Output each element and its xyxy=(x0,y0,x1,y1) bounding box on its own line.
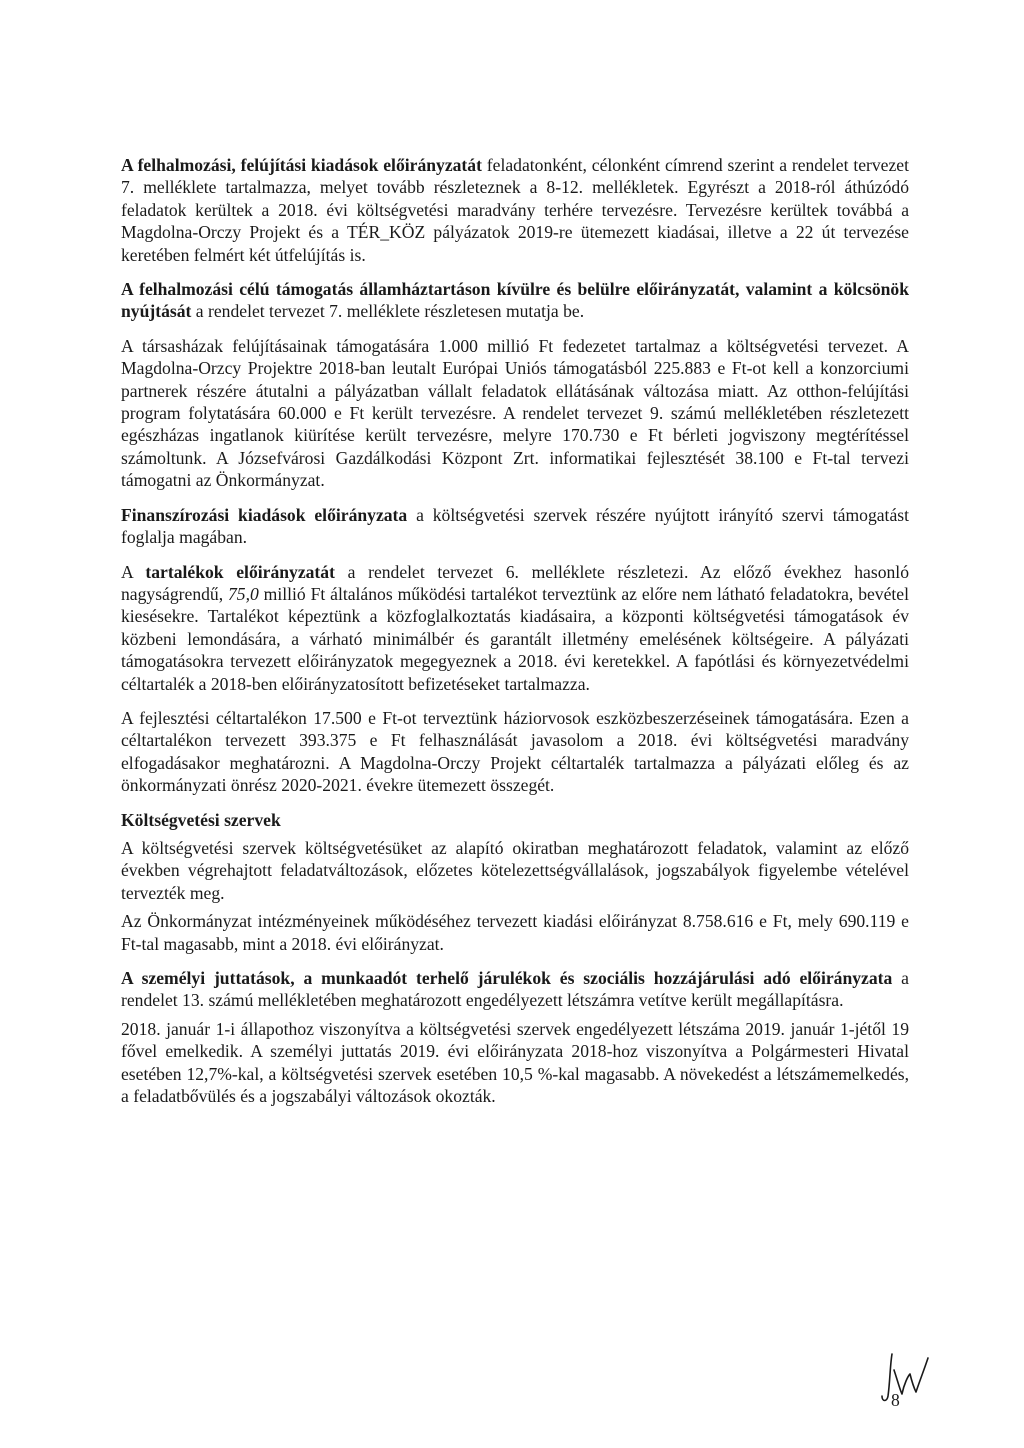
paragraph-intezmenyek-eloiranyzat xyxy=(121,910,909,955)
document-body xyxy=(121,154,909,1107)
paragraph-text: feladatonként, célonként címrend szerint a rendelet tervezet 7. melléklete tartalmazza, melyet tovább részleteznek a 8-12. mellékletek. Egyrészt a 2018-ról áthúzódó feladatok kerültek a 2018. évi költségvetési maradvány terhére tervezésre. Tervezésre kerültek továbbá a Magdolna-Orczy Projekt és a TÉR_KÖZ pályázatok 2019-re ütemezett kiadásai, illetve a 22 út tervezése keretében felmért két útfelújítás is. xyxy=(121,155,909,265)
paragraph-text: 2018. január 1-i állapothoz viszonyítva a költségvetési szervek engedélyezett létszáma 2019. január 1-jétől 19 fővel emelkedik. A személyi juttatás 2019. évi előirányzata 2018-hoz viszonyítva a Polgármesteri Hivatal esetében 12,7%-kal, a költségvetési szervek esetében 10,5 %-kal magasabb. A növekedést a létszámemelkedés, a feladatbővülés és a jogszabályi változások okozták. xyxy=(121,1018,909,1107)
paragraph-text: a költségvetési szervek részére nyújtott irányító szervi támogatást foglalja magában. xyxy=(121,504,909,548)
page-number: 8 xyxy=(891,1390,900,1410)
bold-phrase: A felhalmozási célú támogatás államháztartáson kívülre és belülre előirányzatát, valamint a kölcsönök nyújtását xyxy=(121,279,909,322)
paragraph-text: a rendelet 13. számú mellékletében meghatározott engedélyezett létszámra vetítve került megállapításra. xyxy=(121,968,909,1011)
handwritten-signature xyxy=(870,1352,930,1404)
paragraph-text: a rendelet tervezet 6. melléklete részletezi. Az előző évekhez hasonló nagyságrendű, xyxy=(121,561,909,604)
italic-value: 75,0 xyxy=(228,583,259,604)
bold-phrase: A felhalmozási, felújítási kiadások előirányzatát xyxy=(121,155,482,175)
bold-phrase: A személyi juttatások, a munkaadót terhelő járulékok és szociális hozzájárulási adó előirányzata xyxy=(121,968,893,988)
paragraph-text: A fejlesztési céltartalékon 17.500 e Ft-ot terveztünk háziorvosok eszközbeszerzéseinek támogatására. Ezen a céltartalékon tervezett 393.375 e Ft felhasználását javasolom a 2018. évi költségvetési maradvány elfogadásakor meghatározni. A Magdolna-Orczy Projekt céltartalék tartalmazza a pályázati előleg és az önkormányzati önrész 2020-2021. évekre ütemezett összegét. xyxy=(121,707,909,796)
paragraph-felhalmozasi-tamogatas xyxy=(121,278,909,323)
paragraph-koltsegvetes-tervezes xyxy=(121,837,909,904)
paragraph-fejlesztesi-celtartalek xyxy=(121,707,909,797)
paragraph-text: a rendelet tervezet 7. melléklete részletesen mutatja be. xyxy=(191,301,585,322)
paragraph-letszam xyxy=(121,1018,909,1108)
paragraph-text: A xyxy=(121,561,146,582)
paragraph-tartalekok xyxy=(121,561,909,695)
paragraph-tarsashazak xyxy=(121,335,909,492)
paragraph-finanszirozasi xyxy=(121,504,909,549)
paragraph-text: Az Önkormányzat intézményeinek működéséhez tervezett kiadási előirányzat 8.758.616 e Ft, mely 690.119 e Ft-tal magasabb, mint a 2018. évi előirányzat. xyxy=(121,911,909,954)
bold-phrase: Finanszírozási kiadások előirányzata xyxy=(121,504,408,525)
paragraph-text: A társasházak felújításainak támogatására 1.000 millió Ft fedezetet tartalmaz a költségvetési tervezet. A Magdolna-Orzcy Projektre 2018-ban leutalt Európai Uniós támogatásból 225.883 e Ft-ot kell a konzorciumi partnerek részére átutalni a pályázatban vállalt feladatok ellátásának változása miatt. Az otthon-felújítási program folytatására 60.000 e Ft került tervezésre. A rendelet tervezet 9. számú mellékletében részletezett egészházas ingatlanok kiürítése került tervezésre, melyre 170.730 e Ft bérleti jogviszony megtérítéssel számoltunk. A Józsefvárosi Gazdálkodási Központ Zrt. informatikai fejlesztését 38.100 e Ft-tal tervezi támogatni az Önkormányzat. xyxy=(121,335,909,491)
paragraph-text: millió Ft általános működési tartalékot terveztünk az előre nem látható feladatokra, bevétel kiesésekre. Tartalékot képeztünk a közfoglalkoztatás kiadásaira, a központi költségvetési támogatások év közbeni lemondására, a várható minimálbér és garantált illetmény emelésének költségeire. A pályázati támogatásokra tervezett előirányzatok megegyeznek a 2018. évi keretekkel. A fapótlási és környezetvédelmi céltartalék a 2018-ben előirányzatosított befizetéseket tartalmazza. xyxy=(121,583,909,694)
paragraph-szemelyi-juttatasok xyxy=(121,967,909,1012)
bold-phrase: tartalékok előirányzatát xyxy=(145,561,335,582)
paragraph-felhalmozasi-kiadasok xyxy=(121,154,909,266)
section-heading: Költségvetési szervek xyxy=(121,809,281,830)
paragraph-text: A költségvetési szervek költségvetésüket az alapító okiratban meghatározott feladatok, valamint az előző években végrehajtott feladatváltozások, előzetes kötelezettségvállalások, jogszabályok figyelembe vételével tervezték meg. xyxy=(121,837,909,903)
